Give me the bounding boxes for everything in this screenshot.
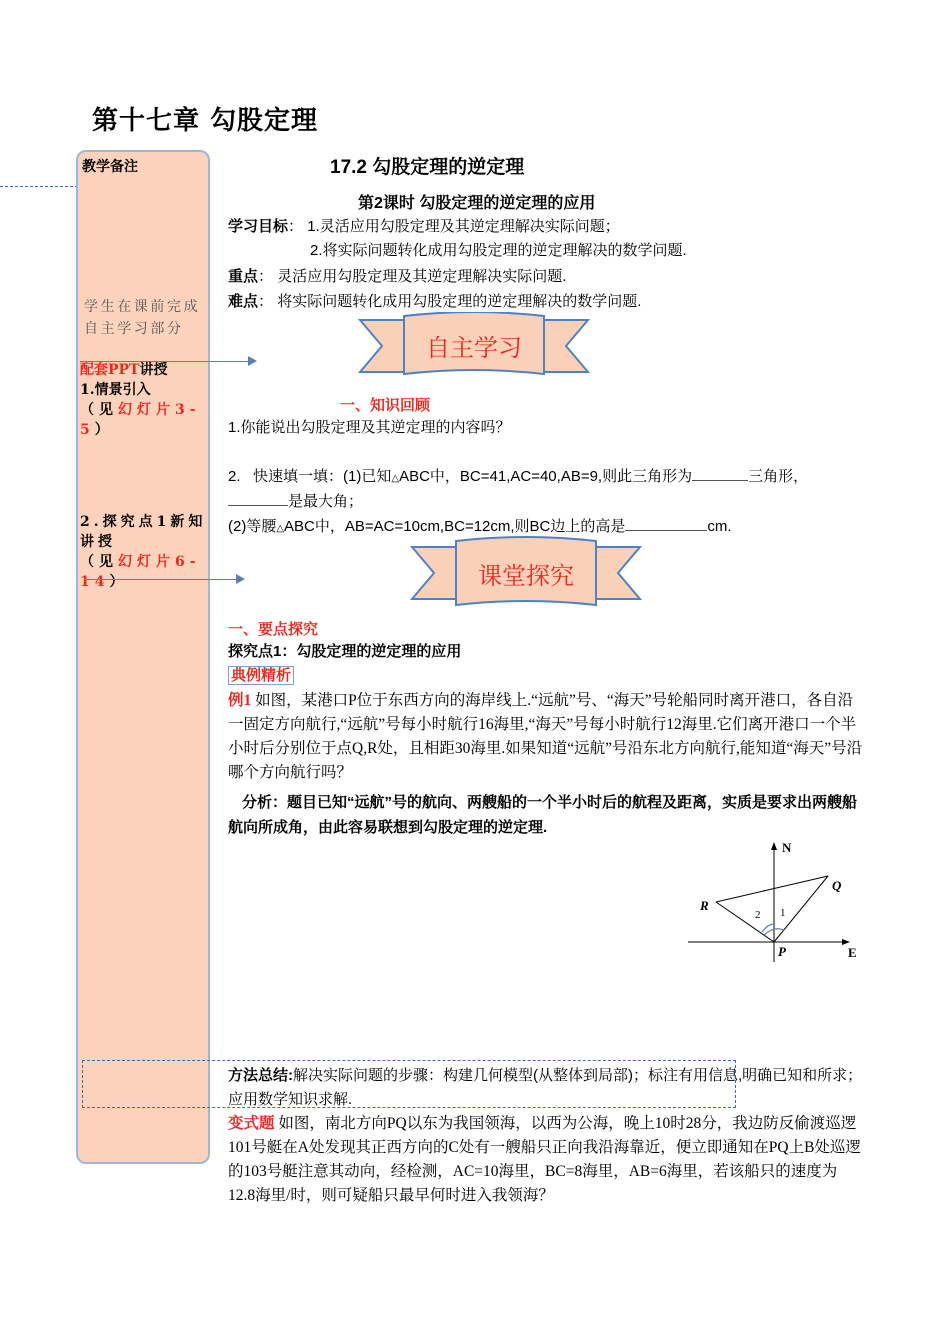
blank-3[interactable] [625, 516, 707, 531]
sidebar-item2: 2.探究点1新知讲授 [80, 514, 207, 550]
angle-arc-2 [762, 924, 774, 932]
difficulty-label: 难点 [228, 293, 259, 310]
example-figure [684, 836, 864, 966]
north-arrow-icon [771, 842, 777, 850]
explore-point: 探究点1：勾股定理的逆定理的应用 [228, 643, 462, 660]
question-1: 1.你能说出勾股定理及其逆定理的内容吗？ [228, 419, 511, 436]
label-R: R [700, 898, 709, 913]
q2-part-c: 三角形， [748, 468, 809, 485]
analysis-text: 分析：题目已知“远航”号的航向、两艘船的一个半小时后的航程及距离，实质是要求出两艘船航向所成角，由此容易联想到勾股定理的逆定理. [228, 794, 858, 836]
goal-1: 1.灵活应用勾股定理及其逆定理解决实际问题； [307, 218, 620, 235]
segment-QR [716, 876, 828, 902]
key-point-label: 重点 [228, 268, 259, 285]
triangle-symbol-1: △ [391, 473, 400, 484]
explore-heading: 一、要点探究 [228, 621, 319, 638]
sidebar-ppt-block [80, 360, 208, 440]
goals-label: 学习目标 [228, 218, 289, 235]
arrow-line-2 [84, 579, 238, 580]
arrow-head-1 [248, 356, 257, 366]
item2-slides: 幻灯片6-14 [80, 554, 201, 590]
q2-part-a: 快速填一填：(1)已知 [253, 468, 392, 485]
difficulty-line: 难点： 将实际问题转化成用勾股定理的逆定理解决的数学问题. [228, 293, 642, 310]
key-point-text: 灵活应用勾股定理及其逆定理解决实际问题. [277, 268, 567, 285]
q2-part-b: ABC中，BC=41,AC=40,AB=9,则此三角形为 [399, 468, 693, 485]
variant-text: 如图，南北方向PQ以东为我国领海，以西为公海，晚上10时28分，我边防反偷渡巡逻101号艇在A处发现其正西方向的C处有一艘船只正向我沿海靠近，便立即通知在PQ上B处巡逻的103号艇注意其动向，经检测，AC=10海里，BC=8海里，AB=6海里，若该船只的速度为12.8海里/时，则可疑船只最早何时进入我领海？ [228, 1115, 861, 1204]
ppt-suffix: 讲授 [139, 362, 168, 378]
label-angle-2: 2 [755, 909, 761, 921]
segment-PR [716, 902, 774, 942]
section-title: 17.2 勾股定理的逆定理 [330, 157, 525, 178]
example-box-label: 典例精析 [228, 666, 294, 685]
label-Q: Q [832, 878, 842, 893]
method-text: 解决实际问题的步骤：构建几何模型(从整体到局部)；标注有用信息,明确已知和所求；应用数学知识求解. [228, 1067, 863, 1108]
banner-self-study-text: 自主学习 [426, 334, 522, 362]
item2-open: （见 [80, 554, 118, 570]
example-paragraph [228, 689, 864, 785]
banner-classroom-text: 课堂探究 [478, 562, 574, 590]
sidebar-item2-block [80, 512, 208, 592]
label-P: P [778, 944, 786, 959]
method-summary [228, 1064, 864, 1112]
triangle-symbol-2: △ [276, 523, 285, 534]
method-label: 方法总结: [228, 1067, 293, 1084]
sidebar-item1: 1.情景引入 [80, 382, 151, 398]
question-2-line-1 [228, 466, 808, 490]
q2-part-d: 是最大角； [288, 493, 364, 510]
ppt-prefix: 配套 [80, 362, 108, 378]
sidebar-title: 教学备注 [82, 159, 138, 175]
item1-open: （见 [80, 402, 118, 418]
q2-part-e: (2)等腰 [228, 518, 277, 535]
lesson-title: 第2课时 勾股定理的逆定理的应用 [358, 195, 596, 212]
label-N: N [782, 840, 792, 855]
variant-paragraph [228, 1112, 864, 1208]
blank-1[interactable] [692, 466, 748, 481]
item2-close: ） [109, 574, 129, 590]
example-text: 如图，某港口P位于东西方向的海岸线上.“远航”号、“海天”号轮船同时离开港口，各自沿一固定方向航行,“远航”号每小时航行16海里,“海天”号每小时航行12海里.它们离开港口一个半小时后分别位于点Q,R处，且相距30海里.如果知道“远航”号沿东北方向航行,能知道“海天”号沿哪个方向航行吗？ [228, 692, 863, 781]
arrow-head-2 [236, 574, 245, 584]
sidebar-dash-line [0, 186, 78, 187]
ppt-word: PPT [108, 362, 140, 378]
goal-line-1: 学习目标： 1.灵活应用勾股定理及其逆定理解决实际问题； [228, 218, 620, 235]
key-point-line: 重点： 灵活应用勾股定理及其逆定理解决实际问题. [228, 268, 567, 285]
chapter-title: 第十七章 勾股定理 [92, 106, 319, 136]
review-heading: 一、知识回顾 [340, 397, 431, 414]
label-E: E [848, 945, 857, 960]
q2-part-g: cm. [707, 518, 732, 535]
goal-2: 2.将实际问题转化成用勾股定理的逆定理解决的数学问题. [310, 242, 687, 259]
arrow-line-1 [80, 361, 250, 362]
example-label: 例1 [228, 692, 252, 709]
item1-slides: 幻灯片3-5 [80, 402, 201, 438]
example-box-wrap [228, 664, 294, 685]
q2-part-f: ABC中，AB=AC=10cm,BC=12cm,则BC边上的高是 [284, 518, 626, 535]
blank-2[interactable] [228, 491, 288, 506]
label-angle-1: 1 [780, 907, 786, 919]
difficulty-text: 将实际问题转化成用勾股定理的逆定理解决的数学问题. [277, 293, 642, 310]
sidebar-pre-study: 学生在课前完成自主学习部分 [84, 299, 201, 337]
item1-close: ） [94, 422, 114, 438]
question-2-line-2 [228, 491, 363, 513]
variant-label: 变式题 [228, 1115, 275, 1132]
q2-number: 2. [228, 468, 241, 485]
